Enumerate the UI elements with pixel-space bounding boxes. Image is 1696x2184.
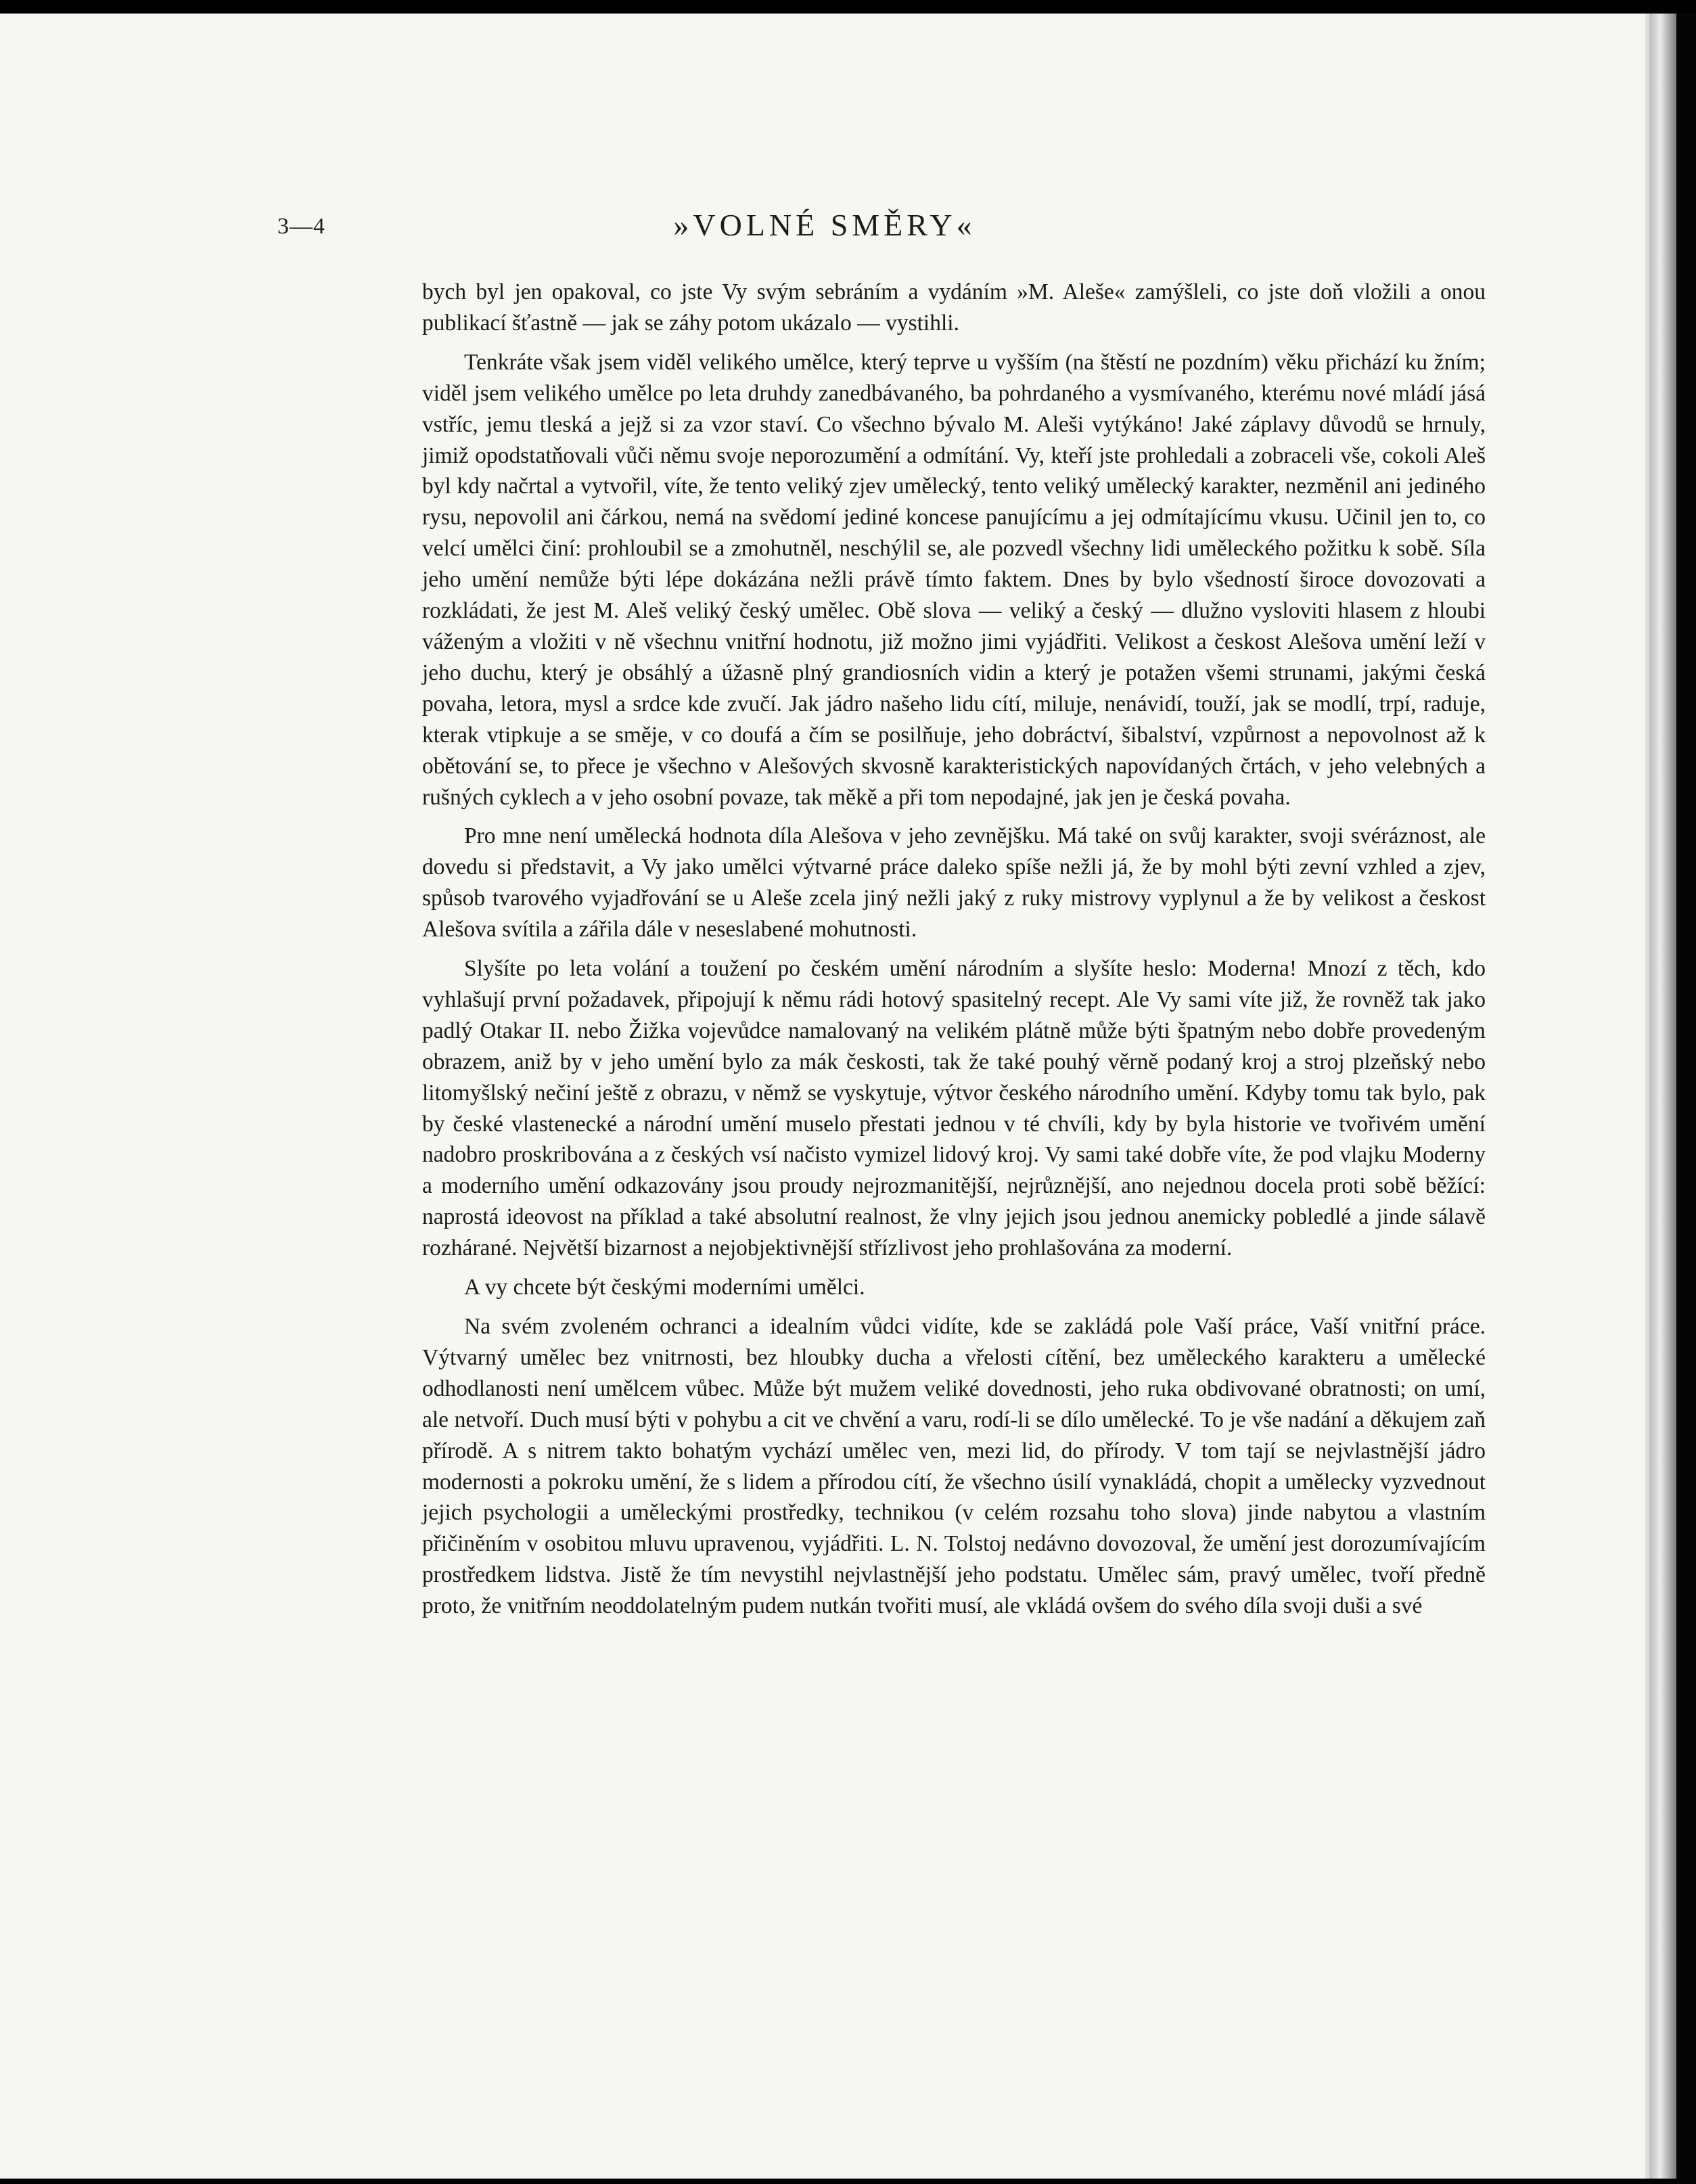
scan-border: [1676, 14, 1696, 2184]
page-edge: [1649, 14, 1676, 2179]
paragraph-6: Na svém zvoleném ochranci a idealním vůdci vidíte, kde se zakládá pole Vaší práce, Vaší vnitřní práce. Výtvarný umělec bez vnitrnosti, bez hloubky ducha a vřelosti cítění, bez uměleckého karakteru a umělecké odhodlanosti není umělcem vůbec. Může být mužem veliké dovednosti, jeho ruka obdivované obratnosti; on umí, ale netvoří. Duch musí býti v pohybu a cit ve chvění a varu, rodí-li se dílo umělecké. To je vše nadání a děkujem zaň přírodě. A s nitrem takto bohatým vychází umělec ven, mezi lid, do přírody. V tom tají se nejvlastnější jádro modernosti a pokroku umění, že s lidem a přírodou cítí, že všechno úsilí vynakládá, chopit a umělecky vyzvednout jejich psychologii a uměleckými prostředky, technikou (v celém rozsahu toho slova) jinde nabytou a vlastním přičiněním v osobitou mluvu upravenou, vyjádřiti. L. N. Tolstoj nedávno dovozoval, že umění jest dorozumívajícím prostředkem lidstva. Jistě že tím nevystihl nejvlastnější jeho podstatu. Umělec sám, pravý umělec, tvoří předně proto, že vnitřním neoddolatelným pudem nutkán tvořiti musí, ale vkládá ovšem do svého díla svoji duši a své: [422, 1314, 1486, 1619]
paragraph-5: A vy chcete být českými moderními umělci.: [464, 1275, 865, 1300]
body-text: [422, 277, 1486, 1630]
paragraph-3: Pro mne není umělecká hodnota díla Alešova v jeho zevnějšku. Má také on svůj karakter, svoji svéráznost, ale dovedu si představit, a Vy jako umělci výtvarné práce daleko spíše nežli já, že by mohl býti zevní vzhled a zjev, spůsob tvarového vyjadřování se u Aleše zcela jiný nežli jaký z ruky mistrovy vyplynul a že by velikost a českost Alešova svítila a zářila dále v neseslabené mohutnosti.: [422, 823, 1486, 942]
paragraph-1: bych byl jen opakoval, co jste Vy svým sebráním a vydáním »M. Aleše« zamýšleli, co jste doň vložili a onou publikací šťastně — jak se záhy potom ukázalo — vystihli.: [422, 279, 1486, 336]
running-title: »VOLNÉ SMĚRY«: [673, 208, 976, 242]
paragraph-2: Tenkráte však jsem viděl velikého umělce, který teprve u vyšším (na štěstí ne pozdním) věku přichází ku žním; viděl jsem velikého umělce po leta druhdy zanedbávaného, ba pohrdaného a vysmívaného, kterému nové mládí jásá vstříc, jemu tleská a jejž si za vzor staví. Co všechno bývalo M. Aleši vytýkáno! Jaké záplavy důvodů se hrnuly, jimiž opodstatňovali vůči němu svoje neporozumění a odmítání. Vy, kteří jste prohledali a zobraceli vše, cokoli Aleš byl kdy načrtal a vytvořil, víte, že tento veliký zjev umělecký, tento veliký umělecký karakter, nezměnil ani jediného rysu, nepovolil ani čárkou, nemá na svědomí jediné koncese panujícímu a jej odmítajícímu vkusu. Učinil jen to, co velcí umělci činí: prohloubil se a zmohutněl, neschýlil se, ale pozvedl všechny lidi uměleckého požitku k sobě. Síla jeho umění nemůže býti lépe dokázána nežli právě tímto faktem. Dnes by bylo všedností široce dovozovati a rozkládati, že jest M. Aleš veliký český umělec. Obě slova — veliký a český — dlužno vysloviti hlasem z hloubi váženým a vložiti v ně všechnu vnitřní hodnotu, již možno jimi vyjádřiti. Velikost a českost Alešova umění leží v jeho duchu, který je obsáhlý a úžasně plný grandiosních vidin a který je potažen všemi strunami, jakými česká povaha, letora, mysl a srdce kde zvučí. Jak jádro našeho lidu cítí, miluje, nenávidí, touží, jak se modlí, trpí, raduje, kterak vtipkuje a se směje, v co doufá a čím se posilňuje, jeho dobráctví, šibalství, vzpůrnost a nepovolnost až k obětování se, to přece je všechno v Alešových skvosně karakteristických napovídaných črtách, v jeho velebných a rušných cyklech a v jeho osobní povaze, tak měkě a při tom nepodajné, jak jen je česká povaha.: [422, 349, 1486, 810]
paragraph-4: Slyšíte po leta volání a toužení po českém umění národním a slyšíte heslo: Moderna! Mnozí z těch, kdo vyhlašují první požadavek, připojují k němu rádi hotový spasitelný recept. Ale Vy sami víte již, že rovněž tak jako padlý Otakar II. nebo Žižka vojevůdce namalovaný na velikém plátně může býti špatným nebo dobře provedeným obrazem, aniž by v jeho umění bylo za mák českosti, tak že také pouhý věrně podaný kroj a stroj plzeňský nebo litomyšlský nečiní ještě z obrazu, v němž se vyskytuje, výtvor českého národního umění. Kdyby tomu tak bylo, pak by české vlastenecké a národní umění muselo přestati jednou v té chvíli, kdy by byla historie ve tvořivém umění nadobro proskribována a z českých vsí načisto vymizel lidový kroj. Vy sami také dobře víte, že pod vlajku Moderny a moderního umění odkazovány jsou proudy nejrozmanitější, nejrůznější, ano nejednou docela proti sobě běžící: naprostá ideovost na příklad a také absolutní realnost, že vlny jejich jsou jednou anemicky pobledlé a jinde sálavě rozhárané. Největší bizarnost a nejobjektivnější střízlivost jeho prohlašována za moderní.: [422, 956, 1486, 1261]
document-page: [0, 14, 1649, 2179]
page-number: 3—4: [277, 214, 325, 239]
